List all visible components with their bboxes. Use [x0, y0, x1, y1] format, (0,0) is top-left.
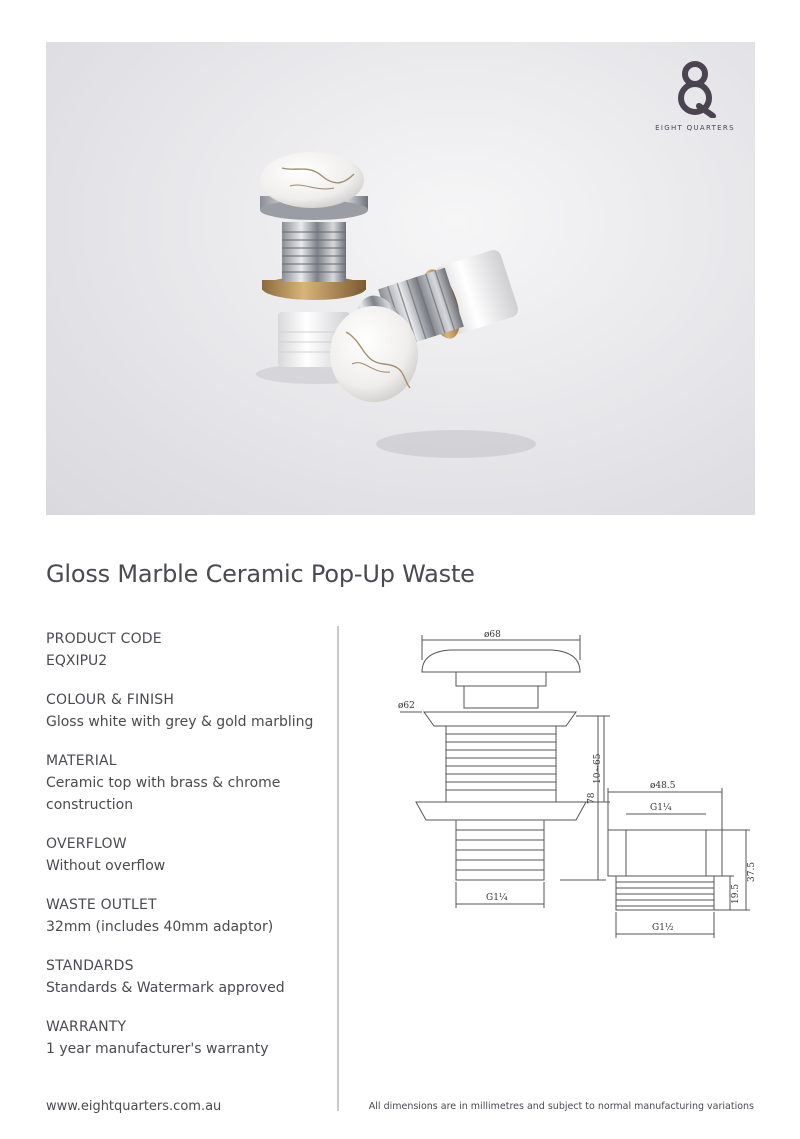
spec-warranty — [46, 1016, 331, 1060]
brand-name: EIGHT QUARTERS — [655, 124, 735, 132]
spec-standards — [46, 955, 331, 999]
lower-thread-lines — [456, 830, 544, 870]
spec-label: PRODUCT CODE — [46, 631, 162, 647]
dim-total-height: 78 — [587, 792, 597, 804]
spec-label: MATERIAL — [46, 753, 117, 769]
spec-value: Gloss white with grey & gold marbling — [46, 714, 314, 730]
dim-cap-diameter: ø68 — [484, 630, 501, 640]
dim-adaptor-diameter: ø48.5 — [650, 781, 676, 791]
thread-lines — [446, 734, 556, 790]
column-divider — [337, 626, 339, 1111]
dim-height-range: 10~65 — [593, 753, 603, 784]
spec-value: EQXIPU2 — [46, 653, 108, 669]
spec-material — [46, 750, 331, 816]
spec-value: 1 year manufacturer's warranty — [46, 1041, 269, 1057]
technical-drawing — [380, 620, 760, 950]
waste-drawing — [398, 630, 610, 908]
spec-label: STANDARDS — [46, 958, 134, 974]
product-photo-illustration — [46, 42, 755, 515]
spec-label: COLOUR & FINISH — [46, 692, 175, 708]
adaptor-thread-lines — [616, 882, 714, 906]
spec-label: WASTE OUTLET — [46, 897, 157, 913]
spec-value: Standards & Watermark approved — [46, 980, 285, 996]
spec-list — [46, 628, 331, 1077]
adaptor-drawing — [608, 781, 757, 938]
product-photo — [46, 42, 755, 515]
spec-label: OVERFLOW — [46, 836, 127, 852]
dim-adaptor-height: 37.5 — [747, 861, 757, 882]
spec-value: Ceramic top with brass & chrome construction — [46, 775, 281, 813]
dimensions-note: All dimensions are in millimetres and subject to normal manufacturing variations — [368, 1101, 754, 1112]
spec-overflow — [46, 833, 331, 877]
dim-flange-diameter: ø62 — [398, 701, 415, 711]
spec-value: 32mm (includes 40mm adaptor) — [46, 919, 274, 935]
website-link[interactable]: www.eightquarters.com.au — [46, 1099, 222, 1114]
spec-colour-finish — [46, 689, 331, 733]
spec-label: WARRANTY — [46, 1019, 127, 1035]
dim-adaptor-bottom-thread: G1½ — [652, 923, 674, 933]
dim-adaptor-thread-height: 19.5 — [731, 883, 741, 904]
dim-adaptor-top-thread: G1¼ — [650, 803, 672, 813]
product-title: Gloss Marble Ceramic Pop-Up Waste — [46, 560, 475, 588]
eq-monogram-icon — [671, 60, 719, 118]
spec-product-code — [46, 628, 331, 672]
spec-value: Without overflow — [46, 858, 166, 874]
dim-waste-thread: G1¼ — [486, 893, 508, 903]
spec-waste-outlet — [46, 894, 331, 938]
brand-logo — [655, 60, 735, 132]
